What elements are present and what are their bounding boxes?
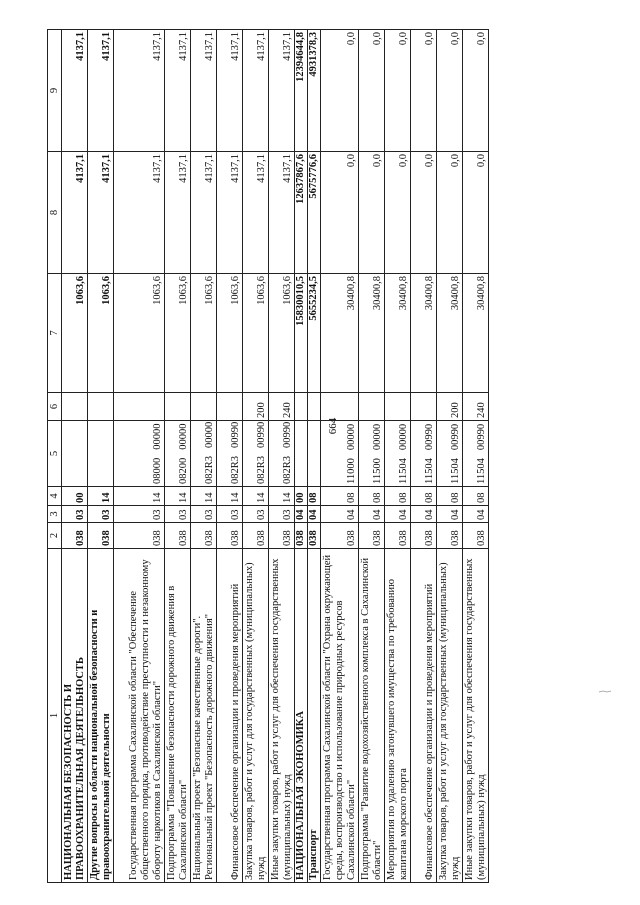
ministry-code: 038 bbox=[308, 523, 321, 549]
target-article-cell bbox=[308, 421, 321, 487]
target-article-direction: 00000 bbox=[152, 423, 163, 450]
amount-year-3: 4137,1 bbox=[191, 30, 217, 152]
expense-type-code bbox=[114, 393, 165, 421]
amount-year-1: 30400,8 bbox=[321, 274, 359, 393]
target-article-direction: 00000 bbox=[372, 423, 383, 451]
amount-year-2: 5675776,6 bbox=[308, 152, 321, 274]
table-row bbox=[385, 30, 411, 883]
subsection-code: 08 bbox=[321, 487, 359, 506]
budget-table bbox=[47, 29, 489, 883]
amount-year-1: 30400,8 bbox=[437, 274, 463, 393]
amount-year-3: 0,0 bbox=[359, 30, 385, 152]
target-article-cell bbox=[114, 421, 165, 487]
ministry-code: 038 bbox=[217, 523, 243, 549]
amount-year-1: 5655234,5 bbox=[308, 274, 321, 393]
subsection-code: 08 bbox=[463, 487, 489, 506]
amount-year-3: 4137,1 bbox=[269, 30, 295, 152]
section-code: 03 bbox=[165, 506, 191, 523]
ministry-code: 038 bbox=[463, 523, 489, 549]
ministry-code: 038 bbox=[88, 523, 114, 549]
section-code: 03 bbox=[269, 506, 295, 523]
ministry-code: 038 bbox=[295, 523, 308, 549]
amount-year-3: 0,0 bbox=[463, 30, 489, 152]
amount-year-2: 4137,1 bbox=[165, 152, 191, 274]
section-code: 04 bbox=[385, 506, 411, 523]
target-article-cell bbox=[191, 421, 217, 487]
amount-year-1: 1063,6 bbox=[165, 274, 191, 393]
ministry-code: 038 bbox=[62, 523, 88, 549]
section-code: 04 bbox=[437, 506, 463, 523]
subsection-code: 14 bbox=[88, 487, 114, 506]
target-article-program: 11504 bbox=[424, 458, 435, 484]
row-name: Другие вопросы в области национальной безопасности и правоохранительной деятельности bbox=[88, 549, 114, 883]
col-header: 9 bbox=[48, 30, 62, 152]
table-row bbox=[321, 30, 359, 883]
amount-year-2: 0,0 bbox=[411, 152, 437, 274]
expense-type-code bbox=[411, 393, 437, 421]
target-article-cell bbox=[165, 421, 191, 487]
section-code: 03 bbox=[114, 506, 165, 523]
row-name: Национальный проект "Безопасные качественные дороги". Региональный проект "Безопасность дорожного движения" bbox=[191, 549, 217, 883]
target-article-program: 11504 bbox=[476, 458, 487, 484]
amount-year-2: 0,0 bbox=[359, 152, 385, 274]
expense-type-code bbox=[88, 393, 114, 421]
section-code: 04 bbox=[411, 506, 437, 523]
subsection-code: 14 bbox=[114, 487, 165, 506]
table-row bbox=[437, 30, 463, 883]
amount-year-3: 4137,1 bbox=[243, 30, 269, 152]
target-article-direction: 00990 bbox=[450, 423, 461, 451]
row-name: Мероприятия по удалению затонувшего имущества по требованию капитана морского порта bbox=[385, 549, 411, 883]
amount-year-2: 4137,1 bbox=[62, 152, 88, 274]
amount-year-1: 1063,6 bbox=[217, 274, 243, 393]
table-row bbox=[308, 30, 321, 883]
subsection-code: 00 bbox=[295, 487, 308, 506]
amount-year-2: 4137,1 bbox=[243, 152, 269, 274]
col-header: 1 bbox=[48, 549, 62, 883]
target-article-direction: 00000 bbox=[398, 423, 409, 451]
col-header: 2 bbox=[48, 523, 62, 549]
target-article-cell bbox=[385, 421, 411, 487]
amount-year-2: 0,0 bbox=[321, 152, 359, 274]
amount-year-2: 0,0 bbox=[437, 152, 463, 274]
amount-year-1: 1063,6 bbox=[62, 274, 88, 393]
ministry-code: 038 bbox=[165, 523, 191, 549]
expense-type-code: 240 bbox=[463, 393, 489, 421]
target-article-program: 11504 bbox=[398, 458, 409, 484]
amount-year-1: 1063,6 bbox=[114, 274, 165, 393]
table-row bbox=[463, 30, 489, 883]
ministry-code: 038 bbox=[411, 523, 437, 549]
target-article-cell bbox=[463, 421, 489, 487]
section-code: 04 bbox=[463, 506, 489, 523]
amount-year-2: 12637867,6 bbox=[295, 152, 308, 274]
amount-year-1: 1063,6 bbox=[88, 274, 114, 393]
subsection-code: 08 bbox=[359, 487, 385, 506]
amount-year-3: 4137,1 bbox=[217, 30, 243, 152]
amount-year-2: 4137,1 bbox=[191, 152, 217, 274]
target-article-direction: 00000 bbox=[204, 421, 215, 448]
target-article-direction: 00990 bbox=[282, 421, 293, 448]
section-code: 04 bbox=[295, 506, 308, 523]
target-article-program: 082R3 bbox=[282, 455, 293, 484]
row-name: Финансовое обеспечение организации и проведения мероприятий bbox=[411, 549, 437, 883]
section-code: 04 bbox=[359, 506, 385, 523]
target-article-cell bbox=[217, 421, 243, 487]
subsection-code: 08 bbox=[437, 487, 463, 506]
section-code: 03 bbox=[62, 506, 88, 523]
subsection-code: 14 bbox=[269, 487, 295, 506]
row-name: Транспорт bbox=[308, 549, 321, 883]
rotated-page bbox=[47, 30, 581, 883]
expense-type-code bbox=[321, 393, 359, 421]
row-name: Подпрограмма "Развитие водохозяйственного комплекса в Сахалинской области" bbox=[359, 549, 385, 883]
target-article-cell bbox=[269, 421, 295, 487]
target-article-program: 08000 bbox=[152, 457, 163, 484]
amount-year-3: 4137,1 bbox=[165, 30, 191, 152]
target-article-direction: 00990 bbox=[230, 421, 241, 448]
amount-year-3: 0,0 bbox=[385, 30, 411, 152]
target-article-cell bbox=[62, 421, 88, 487]
header-row bbox=[48, 30, 62, 883]
expense-type-code bbox=[295, 393, 308, 421]
table-row bbox=[114, 30, 165, 883]
amount-year-1: 15830010,5 bbox=[295, 274, 308, 393]
target-article-direction: 00990 bbox=[476, 423, 487, 451]
amount-year-1: 30400,8 bbox=[411, 274, 437, 393]
section-code: 03 bbox=[88, 506, 114, 523]
expense-type-code bbox=[62, 393, 88, 421]
subsection-code: 08 bbox=[385, 487, 411, 506]
ministry-code: 038 bbox=[359, 523, 385, 549]
section-code: 03 bbox=[243, 506, 269, 523]
amount-year-1: 30400,8 bbox=[463, 274, 489, 393]
amount-year-2: 4137,1 bbox=[88, 152, 114, 274]
subsection-code: 14 bbox=[243, 487, 269, 506]
row-name: Иные закупки товаров, работ и услуг для обеспечения государственных (муниципальных) нужд bbox=[269, 549, 295, 883]
row-name: Закупка товаров, работ и услуг для государственных (муниципальных) нужд bbox=[243, 549, 269, 883]
amount-year-3: 0,0 bbox=[411, 30, 437, 152]
target-article-program: 11504 bbox=[450, 458, 461, 484]
amount-year-3: 0,0 bbox=[437, 30, 463, 152]
target-article-program: 11000 bbox=[346, 458, 357, 484]
ministry-code: 038 bbox=[114, 523, 165, 549]
target-article-cell bbox=[411, 421, 437, 487]
amount-year-2: 0,0 bbox=[385, 152, 411, 274]
table-row bbox=[88, 30, 114, 883]
table-row bbox=[269, 30, 295, 883]
amount-year-2: 4137,1 bbox=[114, 152, 165, 274]
subsection-code: 08 bbox=[308, 487, 321, 506]
table-row bbox=[217, 30, 243, 883]
target-article-cell bbox=[359, 421, 385, 487]
row-name: Подпрограмма "Повышение безопасности дорожного движения в Сахалинской области" bbox=[165, 549, 191, 883]
ministry-code: 038 bbox=[269, 523, 295, 549]
amount-year-2: 4137,1 bbox=[269, 152, 295, 274]
amount-year-3: 4137,1 bbox=[88, 30, 114, 152]
amount-year-1: 1063,6 bbox=[243, 274, 269, 393]
col-header: 7 bbox=[48, 274, 62, 393]
table-row bbox=[62, 30, 88, 883]
target-article-program: 082R3 bbox=[204, 455, 215, 484]
target-article-direction: 00000 bbox=[178, 423, 189, 450]
expense-type-code: 200 bbox=[437, 393, 463, 421]
expense-type-code bbox=[385, 393, 411, 421]
target-article-cell bbox=[437, 421, 463, 487]
row-name: НАЦИОНАЛЬНАЯ БЕЗОПАСНОСТЬ И ПРАВООХРАНИТЕЛЬНАЯ ДЕЯТЕЛЬНОСТЬ bbox=[62, 549, 88, 883]
ministry-code: 038 bbox=[321, 523, 359, 549]
target-article-program: 08200 bbox=[178, 457, 189, 484]
subsection-code: 08 bbox=[411, 487, 437, 506]
ministry-code: 038 bbox=[191, 523, 217, 549]
amount-year-1: 1063,6 bbox=[269, 274, 295, 393]
col-header: 6 bbox=[48, 393, 62, 421]
expense-type-code bbox=[308, 393, 321, 421]
col-header: 4 bbox=[48, 487, 62, 506]
ministry-code: 038 bbox=[385, 523, 411, 549]
col-header: 3 bbox=[48, 506, 62, 523]
amount-year-3: 4137,1 bbox=[62, 30, 88, 152]
row-name: Иные закупки товаров, работ и услуг для обеспечения государственных (муниципальных) нужд bbox=[463, 549, 489, 883]
expense-type-code bbox=[165, 393, 191, 421]
target-article-cell bbox=[321, 421, 359, 487]
section-code: 03 bbox=[217, 506, 243, 523]
amount-year-1: 1063,6 bbox=[191, 274, 217, 393]
page-number: 664 bbox=[327, 417, 339, 435]
expense-type-code bbox=[191, 393, 217, 421]
amount-year-2: 4137,1 bbox=[217, 152, 243, 274]
amount-year-3: 0,0 bbox=[321, 30, 359, 152]
subsection-code: 00 bbox=[62, 487, 88, 506]
expense-type-code bbox=[217, 393, 243, 421]
amount-year-3: 4137,1 bbox=[114, 30, 165, 152]
target-article-direction: 00990 bbox=[424, 423, 435, 451]
table-row bbox=[191, 30, 217, 883]
table-row bbox=[243, 30, 269, 883]
table-row bbox=[411, 30, 437, 883]
target-article-cell bbox=[243, 421, 269, 487]
subsection-code: 14 bbox=[217, 487, 243, 506]
target-article-cell bbox=[295, 421, 308, 487]
row-name: Государственная программа Сахалинской области "Обеспечение общественного порядка, противодействие преступности и незаконному обороту наркотиков в Сахалинской области" bbox=[114, 549, 165, 883]
target-article-direction: 00990 bbox=[256, 421, 267, 448]
row-name: Государственная программа Сахалинской области "Охрана окружающей среды, воспроизводство и использование природных ресурсов Сахалинской области" bbox=[321, 549, 359, 883]
ministry-code: 038 bbox=[437, 523, 463, 549]
expense-type-code: 240 bbox=[269, 393, 295, 421]
amount-year-3: 12394644,8 bbox=[295, 30, 308, 152]
amount-year-2: 0,0 bbox=[463, 152, 489, 274]
target-article-program: 082R3 bbox=[230, 455, 241, 484]
target-article-direction: 00000 bbox=[346, 423, 357, 451]
row-name: НАЦИОНАЛЬНАЯ ЭКОНОМИКА bbox=[295, 549, 308, 883]
target-article-cell bbox=[88, 421, 114, 487]
section-code: 04 bbox=[308, 506, 321, 523]
subsection-code: 14 bbox=[165, 487, 191, 506]
target-article-program: 11500 bbox=[372, 458, 383, 484]
expense-type-code: 200 bbox=[243, 393, 269, 421]
amount-year-1: 30400,8 bbox=[359, 274, 385, 393]
col-header: 8 bbox=[48, 152, 62, 274]
table-row bbox=[295, 30, 308, 883]
target-article-program: 082R3 bbox=[256, 455, 267, 484]
section-code: 03 bbox=[191, 506, 217, 523]
amount-year-3: 4931378,3 bbox=[308, 30, 321, 152]
row-name: Финансовое обеспечение организации и проведения мероприятий bbox=[217, 549, 243, 883]
pen-mark bbox=[598, 690, 612, 693]
table-row bbox=[359, 30, 385, 883]
subsection-code: 14 bbox=[191, 487, 217, 506]
ministry-code: 038 bbox=[243, 523, 269, 549]
amount-year-1: 30400,8 bbox=[385, 274, 411, 393]
col-header: 5 bbox=[48, 421, 62, 487]
table-row bbox=[165, 30, 191, 883]
expense-type-code bbox=[359, 393, 385, 421]
row-name: Закупка товаров, работ и услуг для государственных (муниципальных) нужд bbox=[437, 549, 463, 883]
section-code: 04 bbox=[321, 506, 359, 523]
